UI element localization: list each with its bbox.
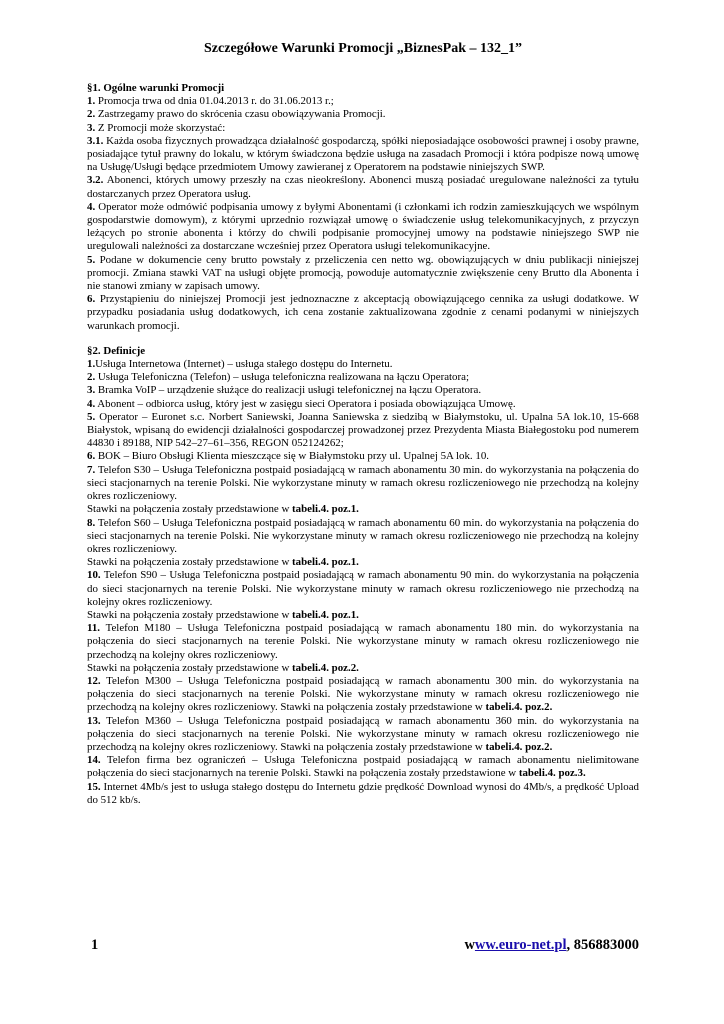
list-item: [87, 398, 639, 411]
list-item: [87, 622, 639, 662]
item-number: 11.: [87, 622, 101, 635]
rates-text: Stawki na połączenia zostały przedstawione w: [87, 661, 293, 674]
item-number: 8.: [87, 516, 96, 529]
footer-contact: [464, 937, 639, 954]
list-item: [87, 384, 639, 397]
table-reference: tabeli.4. poz.1.: [292, 556, 359, 569]
item-number: 1.: [87, 95, 96, 108]
document-page: [87, 40, 639, 807]
item-text: Operator może odmówić podpisania umowy z byłymi Abonentami (i członkami ich rodzin zamieszkujących we wspólnym gospodarstwie domowym), z którymi uprzednio rozwiązał umowę o świadczenie usług telekomunikacyjnych, z przyczyn leżących po stronie abonenta i którzy do chwili podpisanie promocyjnej umowy na podstawie niniejszego SWP nie uregulowali należności za dostarczane wcześniej przez Operatora usługi telekomunikacyjne.: [87, 200, 639, 253]
list-item: [87, 108, 639, 121]
item-number: 3.: [87, 121, 96, 134]
rates-note: [87, 609, 639, 622]
item-number: 2.: [87, 371, 96, 384]
list-item: [87, 754, 639, 780]
list-item: [87, 450, 639, 463]
item-number: 3.1.: [87, 134, 104, 147]
footer-website-link[interactable]: ww.euro-net.pl: [474, 937, 567, 953]
item-text: Operator – Euronet s.c. Norbert Saniewski, Joanna Saniewska z siedzibą w Białymstoku, ul. Upalna 5A lok.10, 15-668 Białystok, wpisaną do ewidencji działalności gospodarczej prowadzonej przez Prezydenta Miasta Białegostoku pod numerem 44830 i 89188, NIP 542–27–61–356, REGON 052124262;: [87, 410, 639, 450]
item-text: Każda osoba fizycznych prowadząca działalność gospodarczą, spółki nieposiadające osobowości prawnej i osoby prawne, posiadające tytuł prawny do lokalu, w którym świadczona będzie usługa na zasadach Promocji i która podpisze nową umowę na Usługę/Usługi będące przedmiotem Umowy zawieranej z Operatorem na podstawie niniejszych SWP.: [87, 134, 639, 174]
page-number: 1: [91, 937, 99, 953]
item-number: 14.: [87, 754, 101, 767]
list-item: [87, 371, 639, 384]
item-number: 13.: [87, 714, 101, 727]
list-item: [87, 464, 639, 504]
item-text: Abonent – odbiorca usług, który jest w zasięgu sieci Operatora i posiada obowiązująca Umowę.: [95, 397, 516, 410]
item-number: 5.: [87, 253, 96, 266]
item-text: Telefon firma bez ograniczeń – Usługa Telefoniczna postpaid posiadającą w ramach abonamentu nielimitowane połączenia do sieci stacjonarnych na terenie Polski. Stawki na połączenia zostały przedstawione w: [87, 754, 639, 780]
item-number: 3.2.: [87, 174, 104, 187]
rates-text: Stawki na połączenia zostały przedstawione w: [87, 503, 293, 516]
section2-heading: §2. Definicje: [87, 344, 146, 357]
list-item: [87, 569, 639, 609]
item-number: 6.: [87, 293, 96, 306]
list-item: [87, 517, 639, 557]
document-title: Szczegółowe Warunki Promocji „BiznesPak – 132_1”: [204, 41, 522, 56]
item-text: Usługa Telefoniczna (Telefon) – usługa telefoniczna realizowana na łączu Operatora;: [95, 371, 469, 384]
table-reference: tabeli.4. poz.2.: [485, 740, 553, 753]
table-reference: tabeli.4. poz.3.: [518, 767, 586, 780]
table-reference: tabeli.4. poz.2.: [485, 701, 553, 714]
item-text: Telefon S30 – Usługa Telefoniczna postpaid posiadającą w ramach abonamentu 30 min. do wykorzystania na połączenia do sieci stacjonarnych na terenie Polski. Nie wykorzystane minuty w ramach okresu rozliczeniowego nie przechodzą na kolejny okres rozliczeniowy.: [87, 463, 639, 503]
list-item: [87, 715, 639, 755]
page-footer: [87, 937, 639, 957]
list-item: [87, 174, 639, 200]
item-text: Promocja trwa od dnia 01.04.2013 r. do 31.06.2013 r.;: [95, 95, 334, 108]
item-number: 5.: [87, 410, 96, 423]
list-item: [87, 675, 639, 715]
rates-note: [87, 556, 639, 569]
item-number: 3.: [87, 384, 96, 397]
list-item: [87, 781, 639, 807]
item-number: 7.: [87, 463, 96, 476]
list-item: [87, 411, 639, 451]
item-text: Abonenci, których umowy przeszły na czas nieokreślony. Abonenci muszą posiadać uregulowane należności za tytułu dostarczanych przez Operatora usług.: [87, 174, 639, 200]
item-text: Przystąpieniu do niniejszej Promocji jest jednoznaczne z akceptacją obowiązującego cennika za usługi dodatkowe. W przypadku posiadania usług dodatkowych, ich cena zostanie zaktualizowana zgodnie z cenami podanymi w niniejszych warunkach promocji.: [87, 293, 639, 332]
table-reference: tabeli.4. poz.1.: [292, 503, 359, 516]
item-number: 12.: [87, 674, 101, 687]
list-item: [87, 293, 639, 333]
item-text: Telefon M300 – Usługa Telefoniczna postpaid posiadającą w ramach abonamentu 300 min. do wykorzystania na połączenia do sieci stacjonarnych na terenie Polski. Nie wykorzystane minuty w ramach okresu rozliczeniowego nie przechodzą na kolejny okres rozliczeniowy. Stawki na połączenia zostały przedstawione w: [87, 674, 639, 714]
item-number: 15.: [87, 780, 101, 793]
section2-list: [87, 358, 639, 807]
list-item: [87, 135, 639, 175]
table-reference: tabeli.4. poz.1.: [292, 608, 359, 621]
footer-phone: , 856883000: [566, 937, 639, 953]
list-item: [87, 254, 639, 294]
rates-note: [87, 503, 639, 516]
rates-text: Stawki na połączenia zostały przedstawione w: [87, 608, 293, 621]
item-number: 2.: [87, 108, 96, 121]
list-item: [87, 201, 639, 254]
item-number: 10.: [87, 569, 101, 582]
item-number: 1.: [87, 358, 96, 371]
item-text: Usługa Internetowa (Internet) – usługa stałego dostępu do Internetu.: [95, 358, 393, 371]
list-item: [87, 358, 639, 371]
item-text: Bramka VoIP – urządzenie służące do realizacji usługi telefonicznej na łączu Operatora.: [95, 384, 482, 397]
list-item: [87, 95, 639, 108]
item-number: 6.: [87, 450, 96, 463]
item-text: Telefon S90 – Usługa Telefoniczna postpaid posiadającą w ramach abonamentu 90 min. do wykorzystania na połączenia do sieci stacjonarnych na terenie Polski. Nie wykorzystane minuty w ramach okresu rozliczeniowego nie przechodzą na kolejny okres rozliczeniowy.: [87, 569, 639, 608]
item-text: Z Promocji może skorzystać:: [95, 121, 226, 134]
item-text: Telefon S60 – Usługa Telefoniczna postpaid posiadającą w ramach abonamentu 60 min. do wykorzystania na połączenia do sieci stacjonarnych na terenie Polski. Nie wykorzystane minuty w ramach okresu rozliczeniowego nie przechodzą na kolejny okres rozliczeniowy.: [87, 516, 639, 555]
section1-heading: §1. Ogólne warunki Promocji: [87, 82, 225, 94]
section1-list: [87, 95, 639, 333]
item-text: Telefon M180 – Usługa Telefoniczna postpaid posiadającą w ramach abonamentu 180 min. do wykorzystania na połączenia do sieci stacjonarnych na terenie Polski. Nie wykorzystane minuty w ramach okresu rozliczeniowego nie przechodzą na kolejny okres rozliczeniowy.: [87, 622, 639, 661]
item-text: Internet 4Mb/s jest to usługa stałego dostępu do Internetu gdzie prędkość Download wynosi do 4Mb/s, a prędkość Upload do 512 kb/s.: [87, 780, 639, 806]
footer-url-prefix: w: [464, 937, 475, 953]
list-item: [87, 122, 639, 135]
item-text: BOK – Biuro Obsługi Klienta mieszczące się w Białymstoku przy ul. Upalnej 5A lok. 10.: [95, 450, 489, 463]
item-number: 4.: [87, 397, 96, 410]
rates-note: [87, 662, 639, 675]
item-text: Telefon M360 – Usługa Telefoniczna postpaid posiadającą w ramach abonamentu 360 min. do wykorzystania na połączenia do sieci stacjonarnych na terenie Polski. Nie wykorzystane minuty w ramach okresu rozliczeniowego nie przechodzą na kolejny okres rozliczeniowy. Stawki na połączenia zostały przedstawione w: [87, 714, 639, 753]
rates-text: Stawki na połączenia zostały przedstawione w: [87, 556, 293, 569]
table-reference: tabeli.4. poz.2.: [292, 661, 359, 674]
item-text: Podane w dokumencie ceny brutto powstały z przeliczenia cen netto wg. obowiązujących w dniu publikacji niniejszej promocji. Zmiana stawki VAT na usługi objęte promocją, powoduje automatycznie zwiększenie ceny Brutto dla Abonenta i nie stanowi zmiany w zapisach umowy.: [87, 253, 639, 293]
item-text: Zastrzegamy prawo do skrócenia czasu obowiązywania Promocji.: [95, 108, 386, 121]
item-number: 4.: [87, 200, 96, 213]
